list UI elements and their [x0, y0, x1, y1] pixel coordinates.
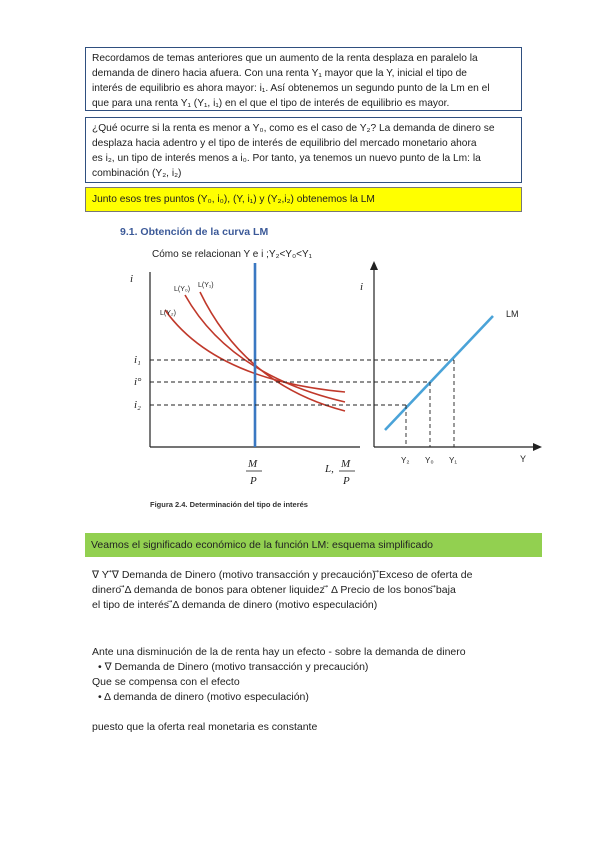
- box1-line-4: que para una renta Y₁ (Y₁, i₁) en el que el tipo de interés de equilibrio es mayor.: [92, 98, 450, 109]
- paragraph-conclusion: [92, 720, 317, 735]
- para2-bullet-1: • ∇ Demanda de Dinero (motivo transacción y precaución): [98, 661, 369, 673]
- demand-curve-y1: [200, 292, 345, 411]
- box1-line-3: interés de equilibrio es ahora mayor: i₁. Así obtenemos un segundo punto de la Lm en el: [92, 83, 490, 94]
- box2-line-4: combinación (Y₂, i₂): [92, 168, 182, 179]
- section-heading: [85, 533, 542, 557]
- para1-line-2: dinero ⃗Δ demanda de bonos para obtener liquidez ⃗ Δ Precio de los bonos ⃗baja: [92, 584, 456, 596]
- curve-label-y0: L(Y₀): [174, 286, 191, 293]
- x-tick-y2: Y₂: [401, 456, 410, 465]
- lm-label: LM: [506, 309, 519, 319]
- tick-i2: i₂: [134, 399, 141, 411]
- section-heading-text: Veamos el significado económico de la función LM: esquema simplificado: [91, 539, 434, 551]
- para1-line-3: el tipo de interés ⃗Δ demanda de dinero (motivo especulación): [92, 599, 378, 611]
- para1-line-1: ∇ Y ⃗∇ Demanda de Dinero (motivo transacción y precaución) ⃗Exceso de oferta de: [92, 569, 473, 581]
- para3-text: puesto que la oferta real monetaria es constante: [92, 721, 318, 733]
- tick-i1: i₁: [134, 354, 141, 366]
- demand-l-label: L,: [325, 463, 334, 475]
- lm-curve: [385, 316, 493, 430]
- para2-line-1: Ante una disminución de la de renta hay un efecto - sobre la demanda de dinero: [92, 646, 466, 658]
- tick-i0: i°: [134, 376, 142, 388]
- figure-caption: Figura 2.4. Determinación del tipo de interés: [150, 500, 308, 509]
- supply-p-label: P: [250, 475, 257, 487]
- summary-text: Junto esos tres puntos (Y₀, i₀), (Y, i₁) y (Y₂,i₂) obtenemos la LM: [92, 194, 375, 205]
- box1-line-2: demanda de dinero hacia afuera. Con una renta Y₁ mayor que la Y, inicial el tipo de: [92, 68, 467, 79]
- curve-label-y2: L(Y₂): [160, 310, 176, 317]
- x-tick-y0: Y₀: [425, 456, 434, 465]
- para2-bullet-2: • Δ demanda de dinero (motivo especulación): [98, 691, 309, 703]
- left-y-axis-label: i: [130, 273, 134, 285]
- paragraph-effects: [92, 645, 562, 705]
- box1-line-1: Recordamos de temas anteriores que un aumento de la renta desplaza en paralelo la: [92, 53, 478, 64]
- box2-line-3: es i₂, un tipo de interés menos a i₀. Por tanto, ya tenemos un nuevo punto de la Lm: la: [92, 153, 481, 164]
- demand-curve-y0: [185, 295, 345, 402]
- box2-line-2: desplaza hacia adentro y el tipo de interés de equilibrio del mercado monetario ahora: [92, 138, 477, 149]
- right-x-arrowhead: [533, 443, 542, 451]
- right-y-axis-label: i: [360, 281, 364, 293]
- right-y-arrowhead: [370, 261, 378, 270]
- supply-m-label: M: [248, 458, 258, 470]
- section-title: 9.1. Obtención de la curva LM: [120, 226, 269, 238]
- curve-label-y1: L(Y₁): [198, 282, 214, 289]
- para2-line-3: Que se compensa con el efecto: [92, 676, 240, 688]
- right-x-axis-label: Y: [520, 454, 527, 464]
- demand-p-label: P: [343, 475, 350, 487]
- figure-subtitle: Cómo se relacionan Y e i ;Y₂<Y₀<Y₁: [152, 249, 313, 260]
- demand-m-label: M: [341, 458, 351, 470]
- box2-line-1: ¿Qué ocurre si la renta es menor a Y₀, como es el caso de Y₂? La demanda de dinero se: [92, 123, 495, 134]
- paragraph-chain: [92, 568, 562, 613]
- x-tick-y1: Y₁: [449, 456, 458, 465]
